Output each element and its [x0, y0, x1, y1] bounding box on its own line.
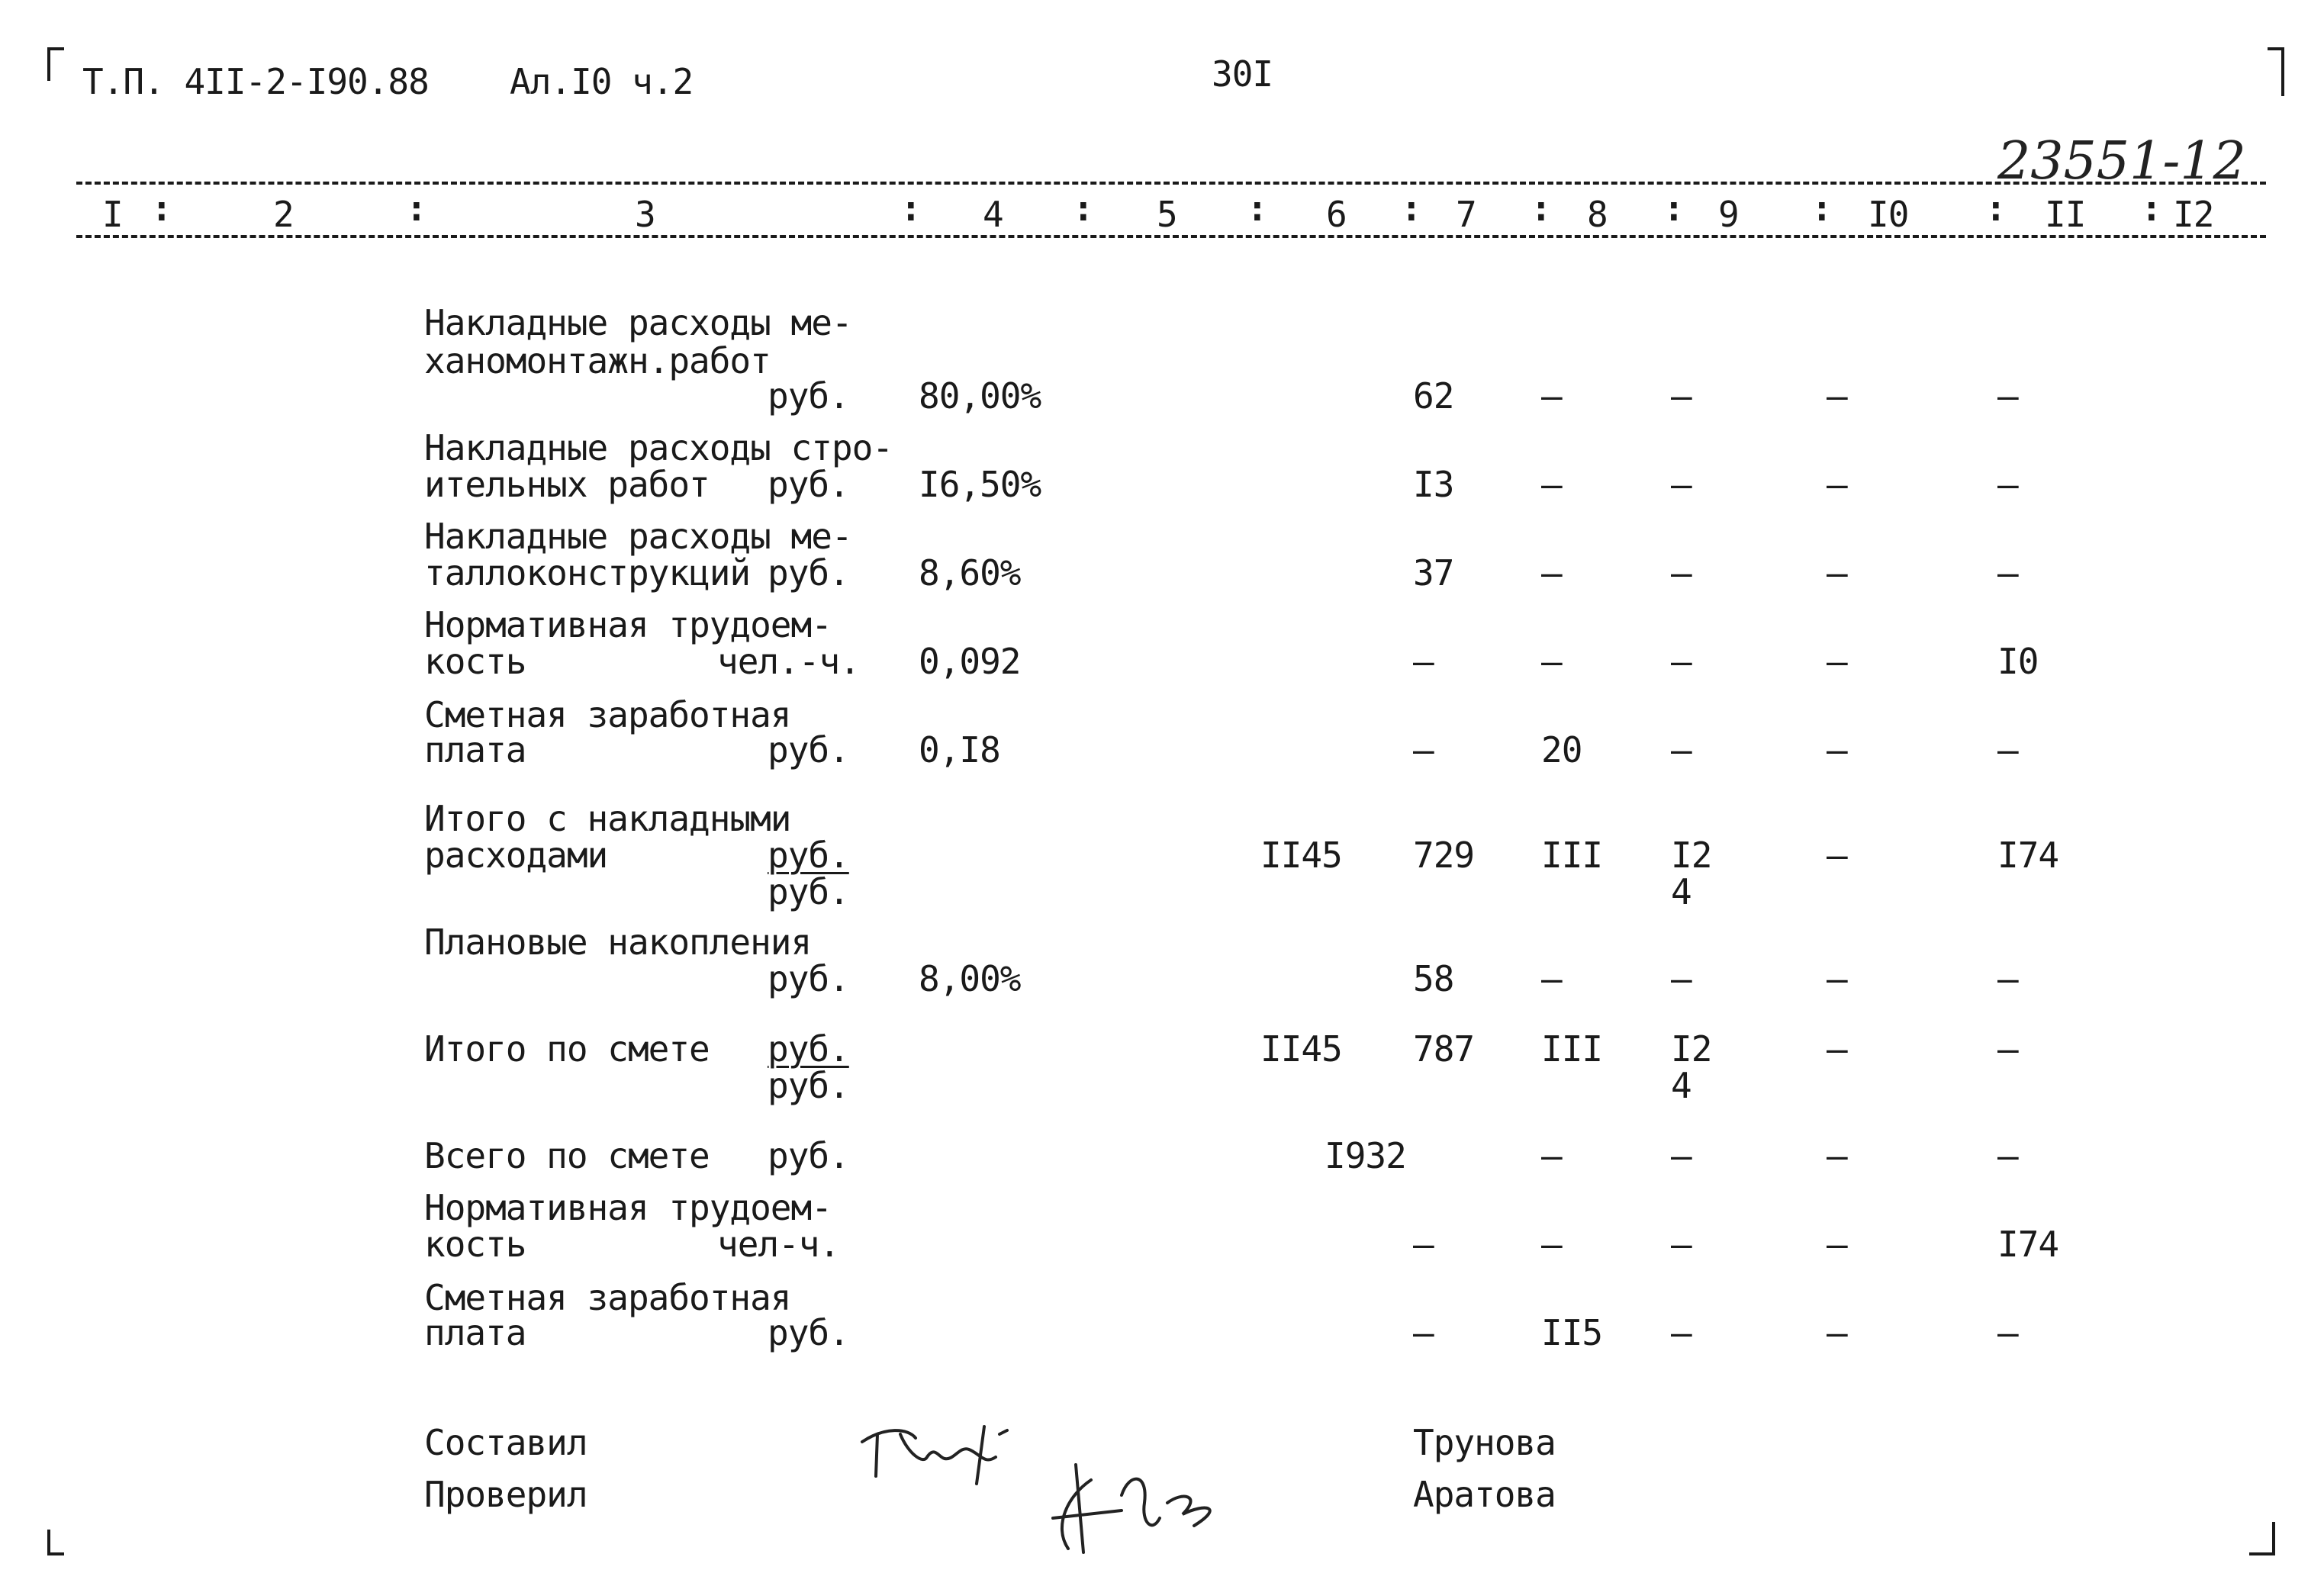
cell-col6: II45 [1260, 1028, 1342, 1070]
row-label-line: Накладные расходы стро- [424, 427, 893, 468]
row-rate: I6,50% [919, 464, 1041, 505]
cell-col8: – [1541, 1135, 1562, 1176]
cell-col7: I3 [1413, 464, 1454, 505]
cell-col11: I0 [1997, 641, 2039, 682]
cell-col9-second-line: 4 [1671, 871, 1691, 912]
row-label-line: Нормативная трудоем- [424, 1187, 832, 1228]
checked-by-name: Аратова [1413, 1474, 1556, 1515]
cell-col8: – [1541, 375, 1562, 417]
row-unit: руб. [768, 1312, 849, 1353]
row-label-line: Сметная заработная [424, 1277, 791, 1318]
row-unit: руб. [768, 958, 849, 999]
corner-mark-bottom-right [2249, 1522, 2275, 1555]
cell-col11: – [1997, 958, 2018, 999]
column-header: 4 [983, 194, 1003, 235]
header-top-rule [76, 182, 2266, 185]
column-separator: : [1401, 188, 1422, 229]
row-rate: 8,60% [919, 552, 1021, 594]
column-separator: : [1531, 188, 1552, 229]
column-header: I0 [1868, 194, 1909, 235]
cell-col11: – [1997, 464, 2018, 505]
album-reference: Ал.I0 ч.2 [510, 61, 694, 102]
row-label-line: расходами [424, 835, 608, 876]
row-label-line: ханомонтажн.работ [424, 340, 771, 381]
row-label-line: Итого с накладными [424, 798, 791, 839]
row-label-line: Плановые накопления [424, 922, 812, 963]
column-separator: : [406, 188, 427, 229]
row-label-line: кость [424, 641, 526, 682]
cell-col6: II45 [1260, 835, 1342, 876]
row-rate: 80,00% [919, 375, 1041, 417]
column-separator: : [1985, 188, 2007, 229]
cell-col10: – [1827, 1135, 1847, 1176]
row-unit: руб. [768, 729, 849, 770]
cell-col9-second-line: 4 [1671, 1065, 1691, 1106]
column-separator: : [900, 188, 922, 229]
cell-col9: – [1671, 958, 1691, 999]
cell-col11: – [1997, 375, 2018, 417]
row-unit: чел-ч. [717, 1224, 840, 1265]
row-label-line: ительных работ [424, 464, 710, 505]
corner-mark-top-right [2268, 47, 2284, 96]
cell-col11: – [1997, 1135, 2018, 1176]
cell-col9: – [1671, 375, 1691, 417]
row-unit: руб. [768, 1135, 849, 1176]
cell-col10: – [1827, 552, 1847, 594]
cell-col7: 729 [1413, 835, 1475, 876]
row-label-line: Сметная заработная [424, 694, 791, 735]
column-separator: : [2141, 188, 2162, 229]
compiled-by-signature [855, 1411, 1030, 1495]
cell-col9: I2 [1671, 1028, 1712, 1070]
cell-col8: 20 [1541, 729, 1582, 770]
column-separator: : [1811, 188, 1833, 229]
cell-col9: I2 [1671, 835, 1712, 876]
corner-mark-top-left [47, 47, 64, 81]
page-number: 30I [1212, 53, 1273, 95]
column-separator: : [151, 188, 172, 229]
cell-col9: – [1671, 729, 1691, 770]
row-label-line: Всего по смете [424, 1135, 710, 1176]
cell-col10: – [1827, 729, 1847, 770]
row-label-line: Накладные расходы ме- [424, 516, 852, 557]
compiled-by-name: Трунова [1413, 1422, 1556, 1463]
cell-col7: – [1413, 1312, 1434, 1353]
corner-mark-bottom-left [47, 1530, 64, 1555]
cell-col11: – [1997, 552, 2018, 594]
column-separator: : [1663, 188, 1685, 229]
column-header: II [2045, 194, 2086, 235]
cell-col10: – [1827, 641, 1847, 682]
cell-col8: – [1541, 1224, 1562, 1265]
cell-col8: – [1541, 464, 1562, 505]
cell-col8: III [1541, 835, 1603, 876]
row-unit: руб. [768, 1028, 849, 1070]
compiled-by-label: Составил [424, 1422, 587, 1463]
column-header: 6 [1326, 194, 1347, 235]
cell-col6-col7-merged: I932 [1325, 1135, 1406, 1176]
row-unit: руб. [768, 552, 849, 594]
column-header: I2 [2173, 194, 2214, 235]
document-designation: Т.П. 4II-2-I90.88 [82, 61, 429, 102]
cell-col10: – [1827, 835, 1847, 876]
row-unit-denominator: руб. [768, 1065, 849, 1106]
row-rate: 0,092 [919, 641, 1021, 682]
cell-col10: – [1827, 375, 1847, 417]
cell-col7: 62 [1413, 375, 1454, 417]
row-unit: чел.-ч. [717, 641, 860, 682]
row-unit-denominator: руб. [768, 871, 849, 912]
cell-col9: – [1671, 1135, 1691, 1176]
cell-col11: I74 [1997, 835, 2059, 876]
archive-number: 23551-12 [1997, 131, 2246, 191]
cell-col11: I74 [1997, 1224, 2059, 1265]
cell-col7: – [1413, 729, 1434, 770]
cell-col10: – [1827, 1224, 1847, 1265]
cell-col11: – [1997, 1312, 2018, 1353]
cell-col8: – [1541, 958, 1562, 999]
cell-col10: – [1827, 1312, 1847, 1353]
cell-col10: – [1827, 958, 1847, 999]
cell-col10: – [1827, 464, 1847, 505]
cell-col7: 37 [1413, 552, 1454, 594]
cell-col11: – [1997, 1028, 2018, 1070]
row-unit: руб. [768, 835, 849, 876]
column-header: I [102, 194, 123, 235]
cell-col7: – [1413, 1224, 1434, 1265]
cell-col7: 787 [1413, 1028, 1475, 1070]
cell-col9: – [1671, 641, 1691, 682]
row-label-line: Нормативная трудоем- [424, 604, 832, 645]
row-label-line: плата [424, 729, 526, 770]
column-header: 3 [635, 194, 655, 235]
cell-col10: – [1827, 1028, 1847, 1070]
cell-col8: II5 [1541, 1312, 1603, 1353]
cell-col9: – [1671, 1224, 1691, 1265]
cell-col9: – [1671, 464, 1691, 505]
row-unit: руб. [768, 375, 849, 417]
cell-col9: – [1671, 1312, 1691, 1353]
column-header: 8 [1587, 194, 1608, 235]
row-label-line: таллоконструкций [424, 552, 751, 594]
checked-by-signature [1038, 1449, 1236, 1564]
cell-col7: – [1413, 641, 1434, 682]
row-label-line: Итого по смете [424, 1028, 710, 1070]
row-rate: 0,I8 [919, 729, 1000, 770]
row-label-line: Накладные расходы ме- [424, 302, 852, 343]
cell-col7: 58 [1413, 958, 1454, 999]
column-separator: : [1073, 188, 1094, 229]
cell-col8: – [1541, 552, 1562, 594]
row-unit: руб. [768, 464, 849, 505]
header-bottom-rule [76, 235, 2266, 238]
cell-col8: – [1541, 641, 1562, 682]
cell-col11: – [1997, 729, 2018, 770]
cell-col9: – [1671, 552, 1691, 594]
row-rate: 8,00% [919, 958, 1021, 999]
column-header: 5 [1157, 194, 1177, 235]
column-separator: : [1247, 188, 1268, 229]
column-header: 9 [1718, 194, 1739, 235]
column-header: 2 [273, 194, 294, 235]
row-label-line: плата [424, 1312, 526, 1353]
cell-col8: III [1541, 1028, 1603, 1070]
column-header: 7 [1456, 194, 1476, 235]
row-label-line: кость [424, 1224, 526, 1265]
checked-by-label: Проверил [424, 1474, 587, 1515]
